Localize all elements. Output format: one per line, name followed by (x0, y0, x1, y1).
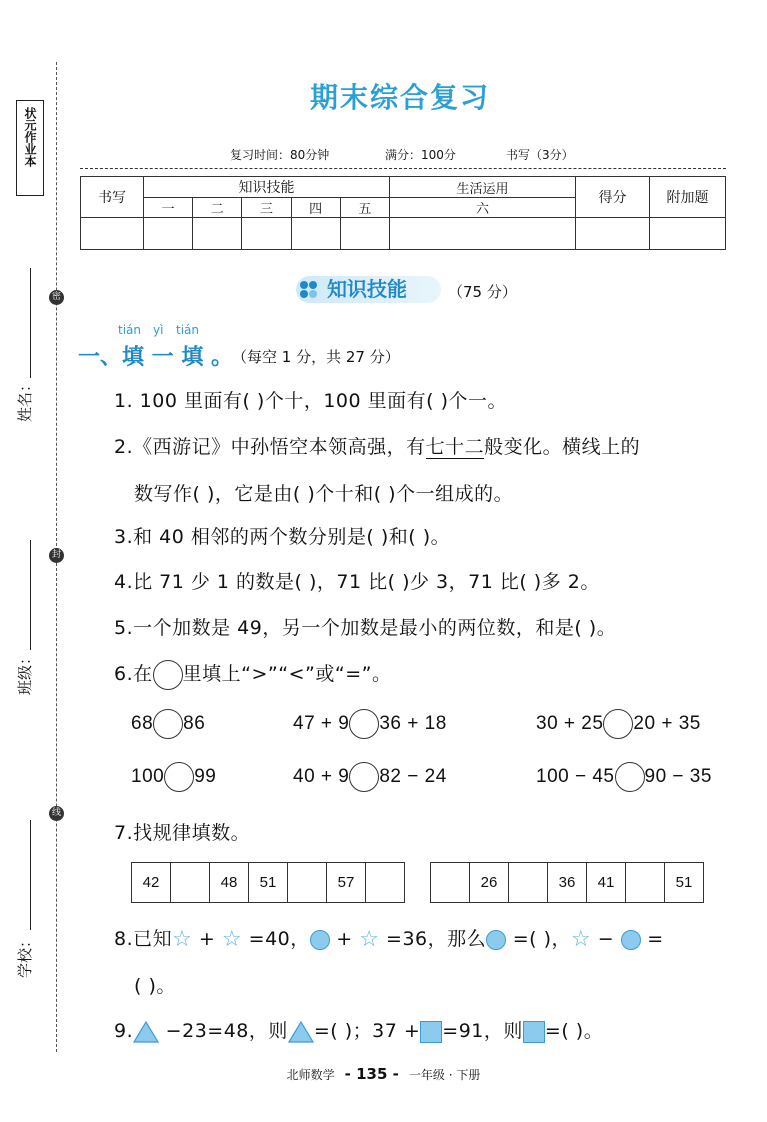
sequence-cell[interactable] (288, 863, 327, 903)
pinyin-1: tián (118, 323, 141, 337)
question-1: 1. 100 里面有( )个十，100 里面有( )个一。 (114, 390, 508, 412)
sequence-cell[interactable] (626, 863, 665, 903)
sequence-cell[interactable] (509, 863, 548, 903)
question-4: 4.比 71 少 1 的数是( )，71 比( )少 3，71 比( )多 2。 (114, 571, 600, 593)
score-cell[interactable] (576, 218, 650, 250)
score-col-6: 六 (389, 198, 575, 218)
part1-note: （每空 1 分，共 27 分） (232, 348, 400, 366)
question-8-line-2: ( )。 (134, 975, 176, 997)
page-title: 期末综合复习 (309, 81, 490, 114)
compare-blank-circle[interactable] (615, 762, 645, 792)
compare-blank-circle[interactable] (164, 762, 194, 792)
compare-item-6: 100 − 45 90 − 35 (536, 762, 712, 792)
score-cell[interactable] (650, 218, 726, 250)
score-col-4: 四 (291, 198, 340, 218)
question-2-underlined: 七十二 (425, 436, 485, 458)
series-label: 状元作业本 (23, 107, 37, 167)
sequence-cell[interactable] (171, 863, 210, 903)
sequence-cell[interactable]: 42 (132, 863, 171, 903)
question-3: 3.和 40 相邻的两个数分别是( )和( )。 (114, 526, 451, 548)
compare-item-1: 68 86 (131, 709, 205, 739)
sequence-cell[interactable]: 41 (587, 863, 626, 903)
footer-grade: 一年级 · 下册 (408, 1068, 481, 1082)
full-score: 满分：100分 (385, 148, 456, 162)
square-icon (420, 1021, 442, 1043)
compare-item-4: 100 99 (131, 762, 216, 792)
question-2 (114, 432, 640, 459)
star-icon: ☆ (571, 927, 592, 952)
sequence-2 (430, 862, 704, 903)
part1-heading: 一、填 一 填 。 (78, 345, 233, 370)
question-2-part-a: 2.《西游记》中孙悟空本领高强，有 (114, 436, 426, 458)
compare-item-2: 47 + 9 36 + 18 (293, 709, 447, 739)
question-2-part-b: 般变化。横线上的 (484, 436, 641, 458)
star-icon: ☆ (172, 927, 193, 952)
score-col-1: 一 (144, 198, 193, 218)
star-icon: ☆ (359, 927, 380, 952)
section-points: （75 分） (448, 283, 517, 301)
score-header-knowledge: 知识技能 (144, 177, 390, 198)
sequence-cell[interactable] (431, 863, 470, 903)
question-8: 8.已知☆ + ☆ =40， + ☆ =36，那么 =( )，☆ − = (114, 927, 664, 952)
question-7: 7.找规律填数。 (114, 822, 251, 844)
compare-item-3: 30 + 25 20 + 35 (536, 709, 701, 739)
school-write-line[interactable] (30, 820, 31, 930)
score-header-life: 生活运用 (389, 177, 575, 198)
triangle-icon (288, 1021, 314, 1043)
pinyin-2: yì (153, 323, 164, 337)
compare-blank-circle[interactable] (349, 762, 379, 792)
score-header-bonus: 附加题 (650, 177, 726, 218)
score-header-writing: 书写 (81, 177, 144, 218)
footer-subject: 北师数学 (286, 1068, 335, 1082)
score-cell[interactable] (81, 218, 144, 250)
score-col-2: 二 (193, 198, 242, 218)
sequence-cell[interactable]: 48 (210, 863, 249, 903)
square-icon (523, 1021, 545, 1043)
star-icon: ☆ (221, 927, 243, 952)
question-9: 9. −23=48，则 =( )；37 + =91，则 =( )。 (114, 1020, 604, 1042)
seal-xian-icon: 线 (49, 806, 64, 821)
pinyin-3: tián (176, 323, 199, 337)
score-col-3: 三 (242, 198, 291, 218)
name-label: 姓名： (16, 376, 34, 422)
compare-blank-circle[interactable] (153, 709, 183, 739)
score-col-5: 五 (340, 198, 389, 218)
writing-score: 书写（3分） (506, 148, 574, 162)
compare-item-5: 40 + 9 82 − 24 (293, 762, 447, 792)
clover-icon (300, 281, 318, 299)
compare-blank-circle[interactable] (603, 709, 633, 739)
sequence-cell[interactable]: 51 (665, 863, 704, 903)
sequence-cell[interactable]: 26 (470, 863, 509, 903)
name-write-line[interactable] (30, 268, 31, 378)
sequence-cell[interactable] (366, 863, 405, 903)
page-number: - 135 - (344, 1065, 399, 1083)
triangle-icon (133, 1021, 159, 1043)
score-cell[interactable] (242, 218, 291, 250)
question-6-part-b: 里填上“>”“<”或“=”。 (182, 663, 392, 685)
score-header-score: 得分 (576, 177, 650, 218)
score-cell[interactable] (291, 218, 340, 250)
page-footer (0, 1065, 767, 1083)
section-badge-label: 知识技能 (327, 277, 407, 301)
sequence-cell[interactable]: 57 (327, 863, 366, 903)
score-cell[interactable] (144, 218, 193, 250)
class-label: 班级： (16, 649, 34, 695)
dashed-separator (80, 168, 726, 169)
sequence-cell[interactable]: 51 (249, 863, 288, 903)
seal-mi-icon: 密 (49, 290, 64, 305)
compare-circle-icon (153, 660, 183, 690)
question-5: 5.一个加数是 49，另一个加数是最小的两位数，和是( )。 (114, 617, 617, 639)
review-time: 复习时间：80分钟 (230, 148, 330, 162)
circle-shape-icon (621, 930, 641, 950)
class-write-line[interactable] (30, 540, 31, 650)
question-6 (114, 659, 391, 690)
sequence-cell[interactable]: 36 (548, 863, 587, 903)
school-label: 学校： (16, 932, 34, 978)
question-2-line-2: 数写作( )，它是由( )个十和( )个一组成的。 (134, 483, 514, 505)
sequence-1 (131, 862, 405, 903)
question-6-part-a: 6.在 (114, 663, 153, 685)
seal-feng-icon: 封 (49, 548, 64, 563)
circle-shape-icon (486, 930, 506, 950)
score-cell[interactable] (193, 218, 242, 250)
score-table (80, 176, 726, 250)
circle-shape-icon (310, 930, 330, 950)
compare-blank-circle[interactable] (349, 709, 379, 739)
score-cell[interactable] (340, 218, 389, 250)
score-cell[interactable] (389, 218, 575, 250)
